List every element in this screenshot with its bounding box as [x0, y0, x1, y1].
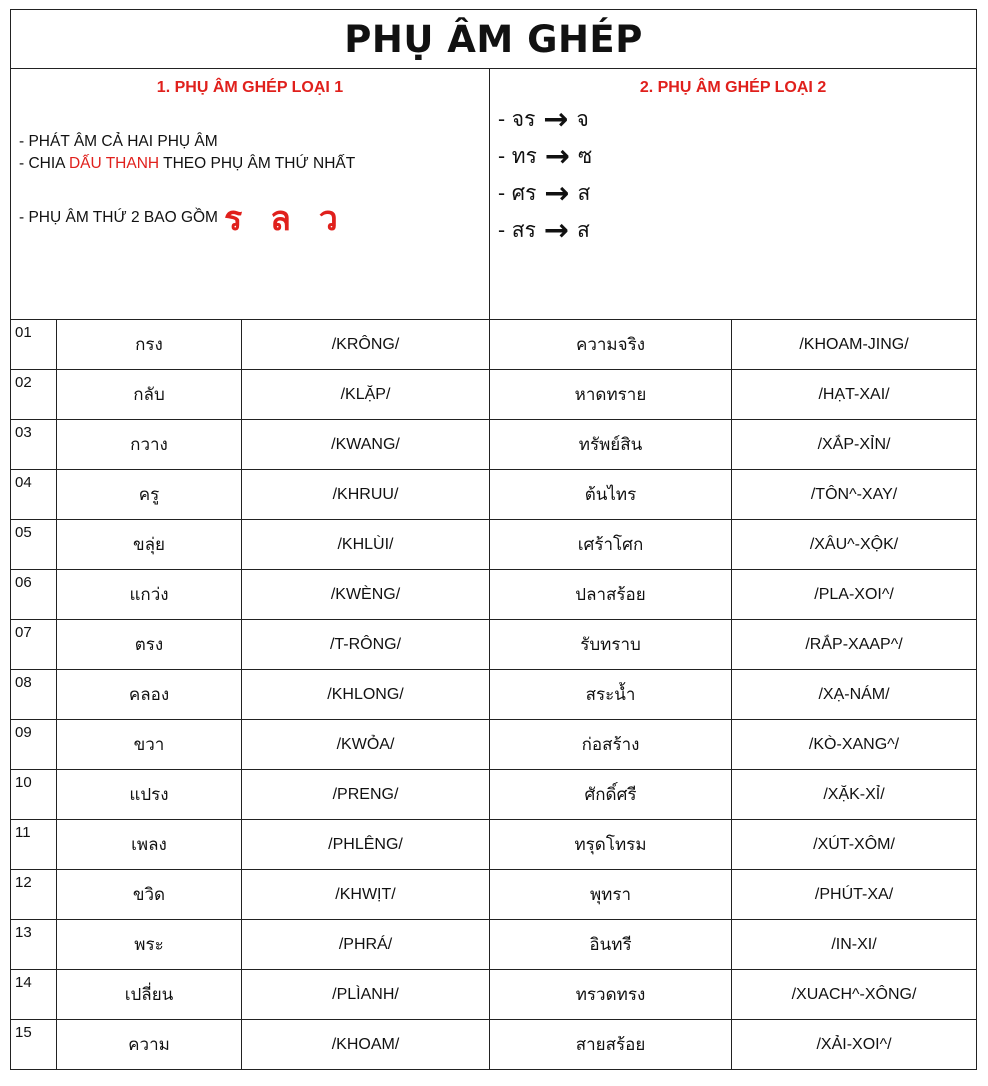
row-number: 06: [11, 570, 57, 620]
thai-word-type-1: ขวิด: [57, 870, 242, 920]
section-2-rules: [490, 101, 976, 249]
rule-cluster: - สร: [498, 218, 536, 242]
thai-word-type-1: กลับ: [57, 370, 242, 420]
conversion-rule: [490, 175, 976, 212]
pronunciation-type-2: /XẠ-NÁM/: [732, 670, 977, 720]
pronunciation-type-2: /XUACH^-XÔNG/: [732, 970, 977, 1020]
table-row: [11, 620, 977, 670]
pronunciation-type-2: /IN-XI/: [732, 920, 977, 970]
pronunciation-type-1: /PHRÁ/: [242, 920, 490, 970]
thai-word-type-1: ขวา: [57, 720, 242, 770]
table-row: [11, 570, 977, 620]
rule-3-prefix: - PHỤ ÂM THỨ 2 BAO GỒM: [19, 209, 218, 226]
pronunciation-type-1: /KWANG/: [242, 420, 490, 470]
tone-mark-highlight: DẤU THANH: [68, 155, 160, 172]
row-number: 08: [11, 670, 57, 720]
rule-2-suffix: THEO PHỤ ÂM THỨ NHẤT: [159, 155, 356, 172]
table-row: [11, 720, 977, 770]
table-row: [11, 1020, 977, 1070]
section-2-panel: [490, 69, 977, 320]
conversion-rule: [490, 138, 976, 175]
pronunciation-type-1: /KHWỊT/: [242, 870, 490, 920]
consonant-cluster-table: [10, 9, 977, 1070]
arrow-right-icon: →: [544, 175, 570, 211]
rule-2-prefix: - CHIA: [19, 155, 69, 172]
thai-word-type-1: คลอง: [57, 670, 242, 720]
thai-word-type-2: พุทรา: [490, 870, 732, 920]
table-row: [11, 470, 977, 520]
row-number: 05: [11, 520, 57, 570]
pronunciation-type-1: /KHLÙI/: [242, 520, 490, 570]
arrow-right-icon: →: [544, 138, 571, 174]
section-1-rule-1: - PHÁT ÂM CẢ HAI PHỤ ÂM: [19, 133, 218, 150]
table-row: [11, 320, 977, 370]
pronunciation-type-2: /XẢI-XOI^/: [732, 1020, 977, 1070]
pronunciation-type-1: /KLẶP/: [242, 370, 490, 420]
pronunciation-type-2: /PLA-XOI^/: [732, 570, 977, 620]
rule-result: จ: [576, 107, 589, 131]
pronunciation-type-2: /XẶK-XỈ/: [732, 770, 977, 820]
pronunciation-type-2: /KHOAM-JING/: [732, 320, 977, 370]
arrow-right-icon: →: [543, 212, 570, 248]
row-number: 13: [11, 920, 57, 970]
thai-word-type-1: กวาง: [57, 420, 242, 470]
section-2-heading: 2. PHỤ ÂM GHÉP LOẠI 2: [639, 79, 827, 96]
pronunciation-type-1: /KHLONG/: [242, 670, 490, 720]
pronunciation-type-1: /KWÈNG/: [242, 570, 490, 620]
table-row: [11, 870, 977, 920]
pronunciation-type-2: /PHÚT-XA/: [732, 870, 977, 920]
thai-word-type-2: สายสร้อย: [490, 1020, 732, 1070]
section-1-rule-3: [19, 191, 489, 245]
row-number: 11: [11, 820, 57, 870]
pronunciation-type-1: /KHOAM/: [242, 1020, 490, 1070]
conversion-rule: [490, 101, 976, 138]
thai-word-type-1: ความ: [57, 1020, 242, 1070]
table-row: [11, 820, 977, 870]
thai-word-type-2: อินทรี: [490, 920, 732, 970]
pronunciation-type-1: /PRENG/: [242, 770, 490, 820]
thai-word-type-1: แปรง: [57, 770, 242, 820]
thai-word-type-2: ความจริง: [490, 320, 732, 370]
thai-word-type-2: ทรุดโทรม: [490, 820, 732, 870]
thai-word-type-1: พระ: [57, 920, 242, 970]
rule-cluster: - ศร: [498, 181, 537, 205]
pronunciation-type-1: /KHRUU/: [242, 470, 490, 520]
pronunciation-type-1: /T-RÔNG/: [242, 620, 490, 670]
second-consonant-letters: ร ล ว: [223, 199, 346, 239]
thai-word-type-2: หาดทราย: [490, 370, 732, 420]
pronunciation-type-2: /TÔN^-XAY/: [732, 470, 977, 520]
table-row: [11, 970, 977, 1020]
section-1-heading: 1. PHỤ ÂM GHÉP LOẠI 1: [156, 79, 344, 96]
row-number: 04: [11, 470, 57, 520]
row-number: 07: [11, 620, 57, 670]
row-number: 14: [11, 970, 57, 1020]
pronunciation-type-2: /RẮP-XAAP^/: [732, 620, 977, 670]
pronunciation-type-1: /KWỎA/: [242, 720, 490, 770]
rule-cluster: - จร: [498, 107, 536, 131]
thai-word-type-1: เปลี่ยน: [57, 970, 242, 1020]
rule-cluster: - ทร: [498, 144, 537, 168]
pronunciation-type-2: /XẮP-XỈN/: [732, 420, 977, 470]
table-row: [11, 920, 977, 970]
pronunciation-type-2: /XÚT-XÔM/: [732, 820, 977, 870]
pronunciation-type-2: /KÒ-XANG^/: [732, 720, 977, 770]
table-row: [11, 420, 977, 470]
thai-word-type-2: ก่อสร้าง: [490, 720, 732, 770]
row-number: 02: [11, 370, 57, 420]
thai-word-type-1: ขลุ่ย: [57, 520, 242, 570]
section-1-rule-2: [19, 155, 489, 173]
table-row: [11, 370, 977, 420]
thai-word-type-2: รับทราบ: [490, 620, 732, 670]
rule-result: ส: [577, 181, 591, 205]
thai-word-type-2: เศร้าโศก: [490, 520, 732, 570]
row-number: 01: [11, 320, 57, 370]
thai-word-type-2: ปลาสร้อย: [490, 570, 732, 620]
thai-word-type-1: กรง: [57, 320, 242, 370]
thai-word-type-2: ทรัพย์สิน: [490, 420, 732, 470]
row-number: 09: [11, 720, 57, 770]
thai-word-type-2: ต้นไทร: [490, 470, 732, 520]
table-row: [11, 770, 977, 820]
row-number: 15: [11, 1020, 57, 1070]
rule-result: ส: [577, 218, 590, 242]
thai-word-type-1: ตรง: [57, 620, 242, 670]
thai-word-type-2: ศักดิ์ศรี: [490, 770, 732, 820]
pronunciation-type-2: /XÂU^-XỘK/: [732, 520, 977, 570]
thai-word-type-1: ครู: [57, 470, 242, 520]
table-row: [11, 670, 977, 720]
thai-word-type-2: ทรวดทรง: [490, 970, 732, 1020]
thai-word-type-1: แกว่ง: [57, 570, 242, 620]
pronunciation-type-1: /KRÔNG/: [242, 320, 490, 370]
thai-word-type-1: เพลง: [57, 820, 242, 870]
arrow-right-icon: →: [543, 101, 569, 137]
row-number: 12: [11, 870, 57, 920]
page-title: PHỤ ÂM GHÉP: [11, 10, 977, 69]
row-number: 03: [11, 420, 57, 470]
thai-word-type-2: สระน้ำ: [490, 670, 732, 720]
pronunciation-type-2: /HẠT-XAI/: [732, 370, 977, 420]
section-1-panel: [11, 69, 490, 320]
row-number: 10: [11, 770, 57, 820]
conversion-rule: [490, 212, 976, 249]
pronunciation-type-1: /PLÌANH/: [242, 970, 490, 1020]
table-row: [11, 520, 977, 570]
rule-result: ซ: [578, 144, 593, 168]
pronunciation-type-1: /PHLÊNG/: [242, 820, 490, 870]
